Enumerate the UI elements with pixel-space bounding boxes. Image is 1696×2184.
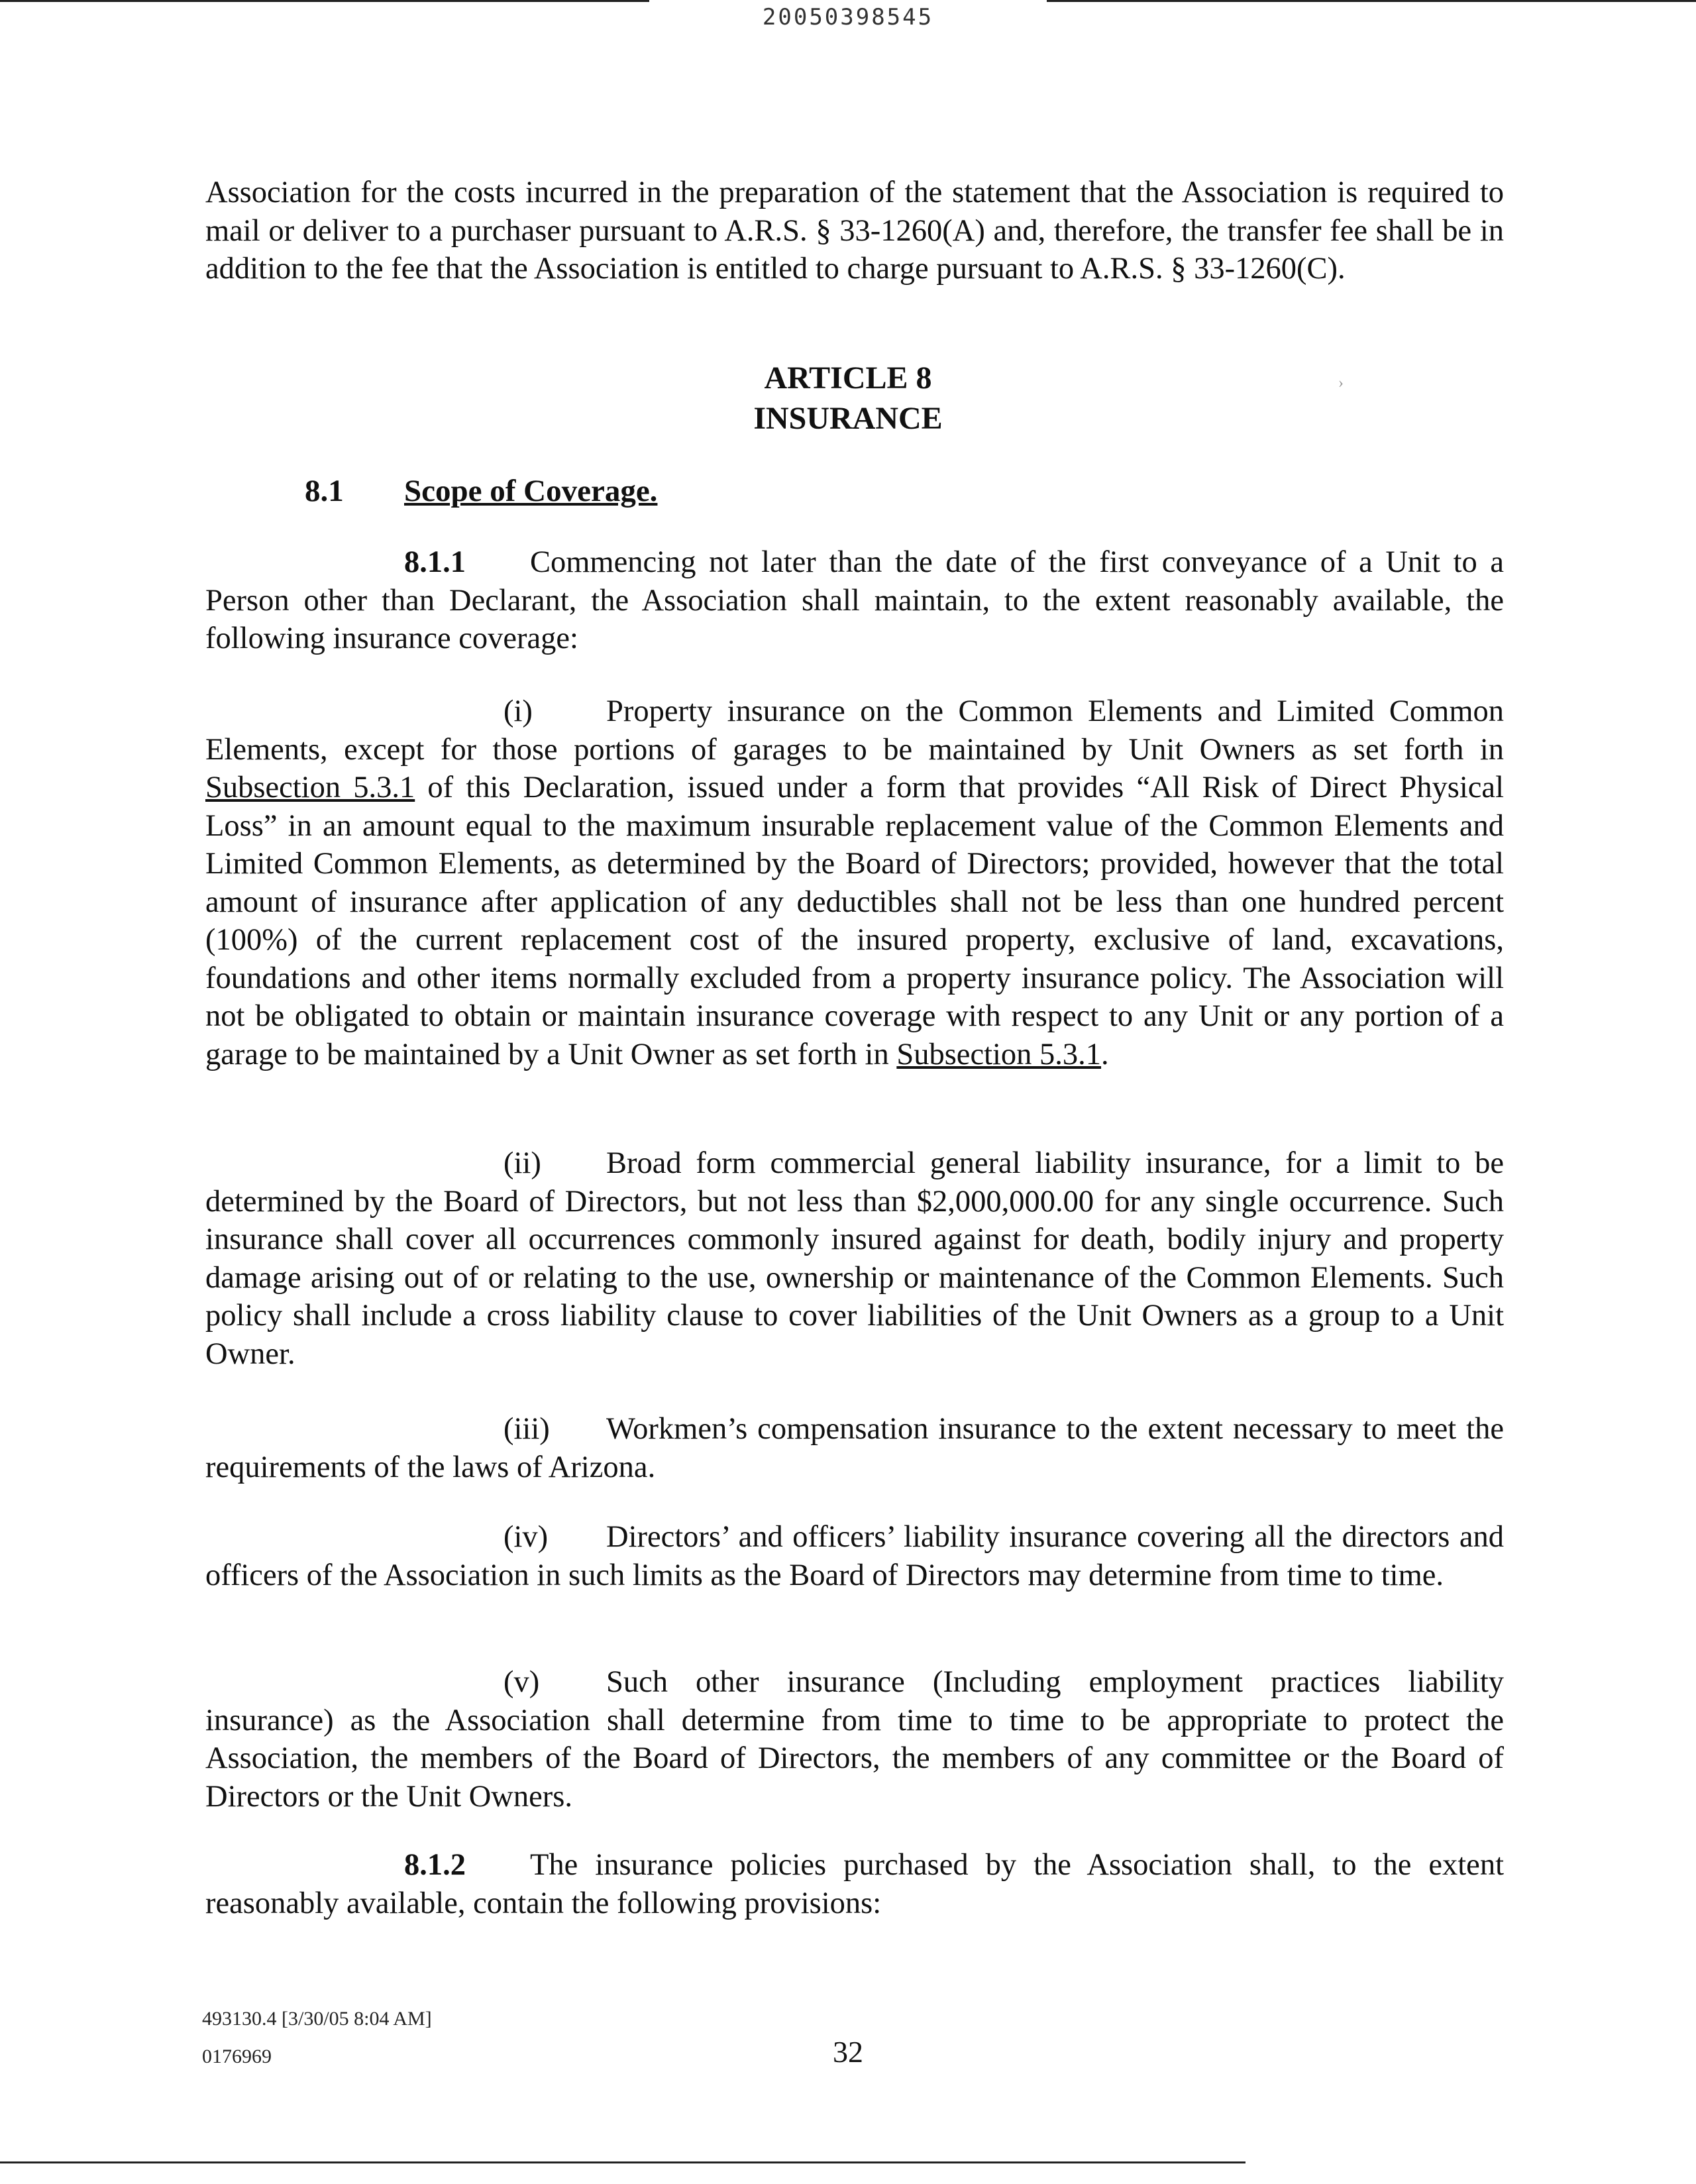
paragraph-text: Commencing not later than the date of the first conveyance of a Unit to a Person other than Declarant, the Association shall maintain, to the extent reasonably available, the following insurance coverage: — [205, 545, 1504, 655]
section-heading — [305, 473, 657, 509]
subsection-reference-link[interactable]: Subsection 5.3.1 — [205, 771, 415, 804]
item-text: Directors’ and officers’ liability insurance covering all the directors and officers of the Association in such limits as the Board of Directors may determine from time to time. — [205, 1520, 1504, 1592]
item-text-c: . — [1101, 1037, 1109, 1071]
item-text: Workmen’s compensation insurance to the extent necessary to meet the requirements of the laws of Arizona. — [205, 1412, 1504, 1484]
section-number: 8.1 — [305, 474, 344, 508]
item-number: (ii) — [504, 1146, 541, 1180]
item-number: (iii) — [504, 1412, 550, 1446]
paragraph-number: 8.1.2 — [404, 1848, 466, 1882]
item-number: (v) — [504, 1665, 540, 1699]
document-reference: 493130.4 [3/30/05 8:04 AM] — [202, 2008, 432, 2030]
client-number: 0176969 — [202, 2046, 272, 2067]
article-number: ARTICLE 8 — [764, 360, 932, 396]
bottom-rule — [0, 2161, 1246, 2163]
scan-speck: › — [1338, 374, 1344, 392]
paragraph-number: 8.1.1 — [404, 545, 466, 579]
item-v — [205, 1663, 1504, 1816]
item-number: (iv) — [504, 1520, 549, 1554]
paragraph-8-1-2 — [205, 1846, 1504, 1922]
recording-number: 20050398545 — [762, 4, 934, 30]
item-i — [205, 692, 1504, 1073]
paragraph-text: The insurance policies purchased by the Association shall, to the extent reasonably available, contain the following provisions: — [205, 1848, 1504, 1920]
item-iv — [205, 1518, 1504, 1594]
paragraph-8-1-1 — [205, 543, 1504, 658]
item-text: Such other insurance (Including employment practices liability insurance) as the Association shall determine from time to time to be appropriate to protect the Association, the members of the Board of Directors, the members of any committee or the Board of Directors or the Unit Owners. — [205, 1665, 1504, 1814]
item-iii — [205, 1410, 1504, 1486]
item-text-a: Property insurance on the Common Elements and Limited Common Elements, except for those portions of garages to be maintained by Unit Owners as set forth in — [205, 694, 1504, 767]
item-number: (i) — [504, 694, 533, 728]
subsection-reference-link[interactable]: Subsection 5.3.1 — [896, 1037, 1102, 1071]
article-heading — [0, 358, 1696, 439]
continuation-text: Association for the costs incurred in the preparation of the statement that the Association is required to mail or deliver to a purchaser pursuant to A.R.S. § 33-1260(A) and, therefore, the transfer fee shall be in addition to the fee that the Association is entitled to charge pursuant to A.R.S. § 33-1260(C). — [205, 176, 1504, 286]
page-number: 32 — [833, 2035, 863, 2069]
item-text: Broad form commercial general liability insurance, for a limit to be determined by the Board of Directors, but not less than $2,000,000.00 for any single occurrence. Such insurance shall cover all occurrences commonly insured against for death, bodily injury and property damage arising out of or relating to the use, ownership or maintenance of the Common Elements. Such policy shall include a cross liability clause to cover liabilities of the Unit Owners as a group to a Unit Owner. — [205, 1146, 1504, 1371]
continuation-paragraph — [205, 174, 1504, 288]
item-text-b: of this Declaration, issued under a form that provides “All Risk of Direct Physical Loss” in an amount equal to the maximum insurable replacement value of the Common Elements and Limited Common Elements, as determined by the Board of Directors; provided, however that the total amount of insurance after application of any deductibles shall not be less than one hundred percent (100%) of the current replacement cost of the insured property, exclusive of land, excavations, foundations and other items normally excluded from a property insurance policy. The Association will not be obligated to obtain or maintain insurance coverage with respect to any Unit or any portion of a garage to be maintained by a Unit Owner as set forth in — [205, 771, 1504, 1071]
article-title: INSURANCE — [753, 401, 943, 436]
top-rule-right — [1047, 0, 1696, 2]
item-ii — [205, 1144, 1504, 1373]
section-title: Scope of Coverage. — [404, 474, 658, 508]
top-rule-left — [0, 0, 649, 2]
